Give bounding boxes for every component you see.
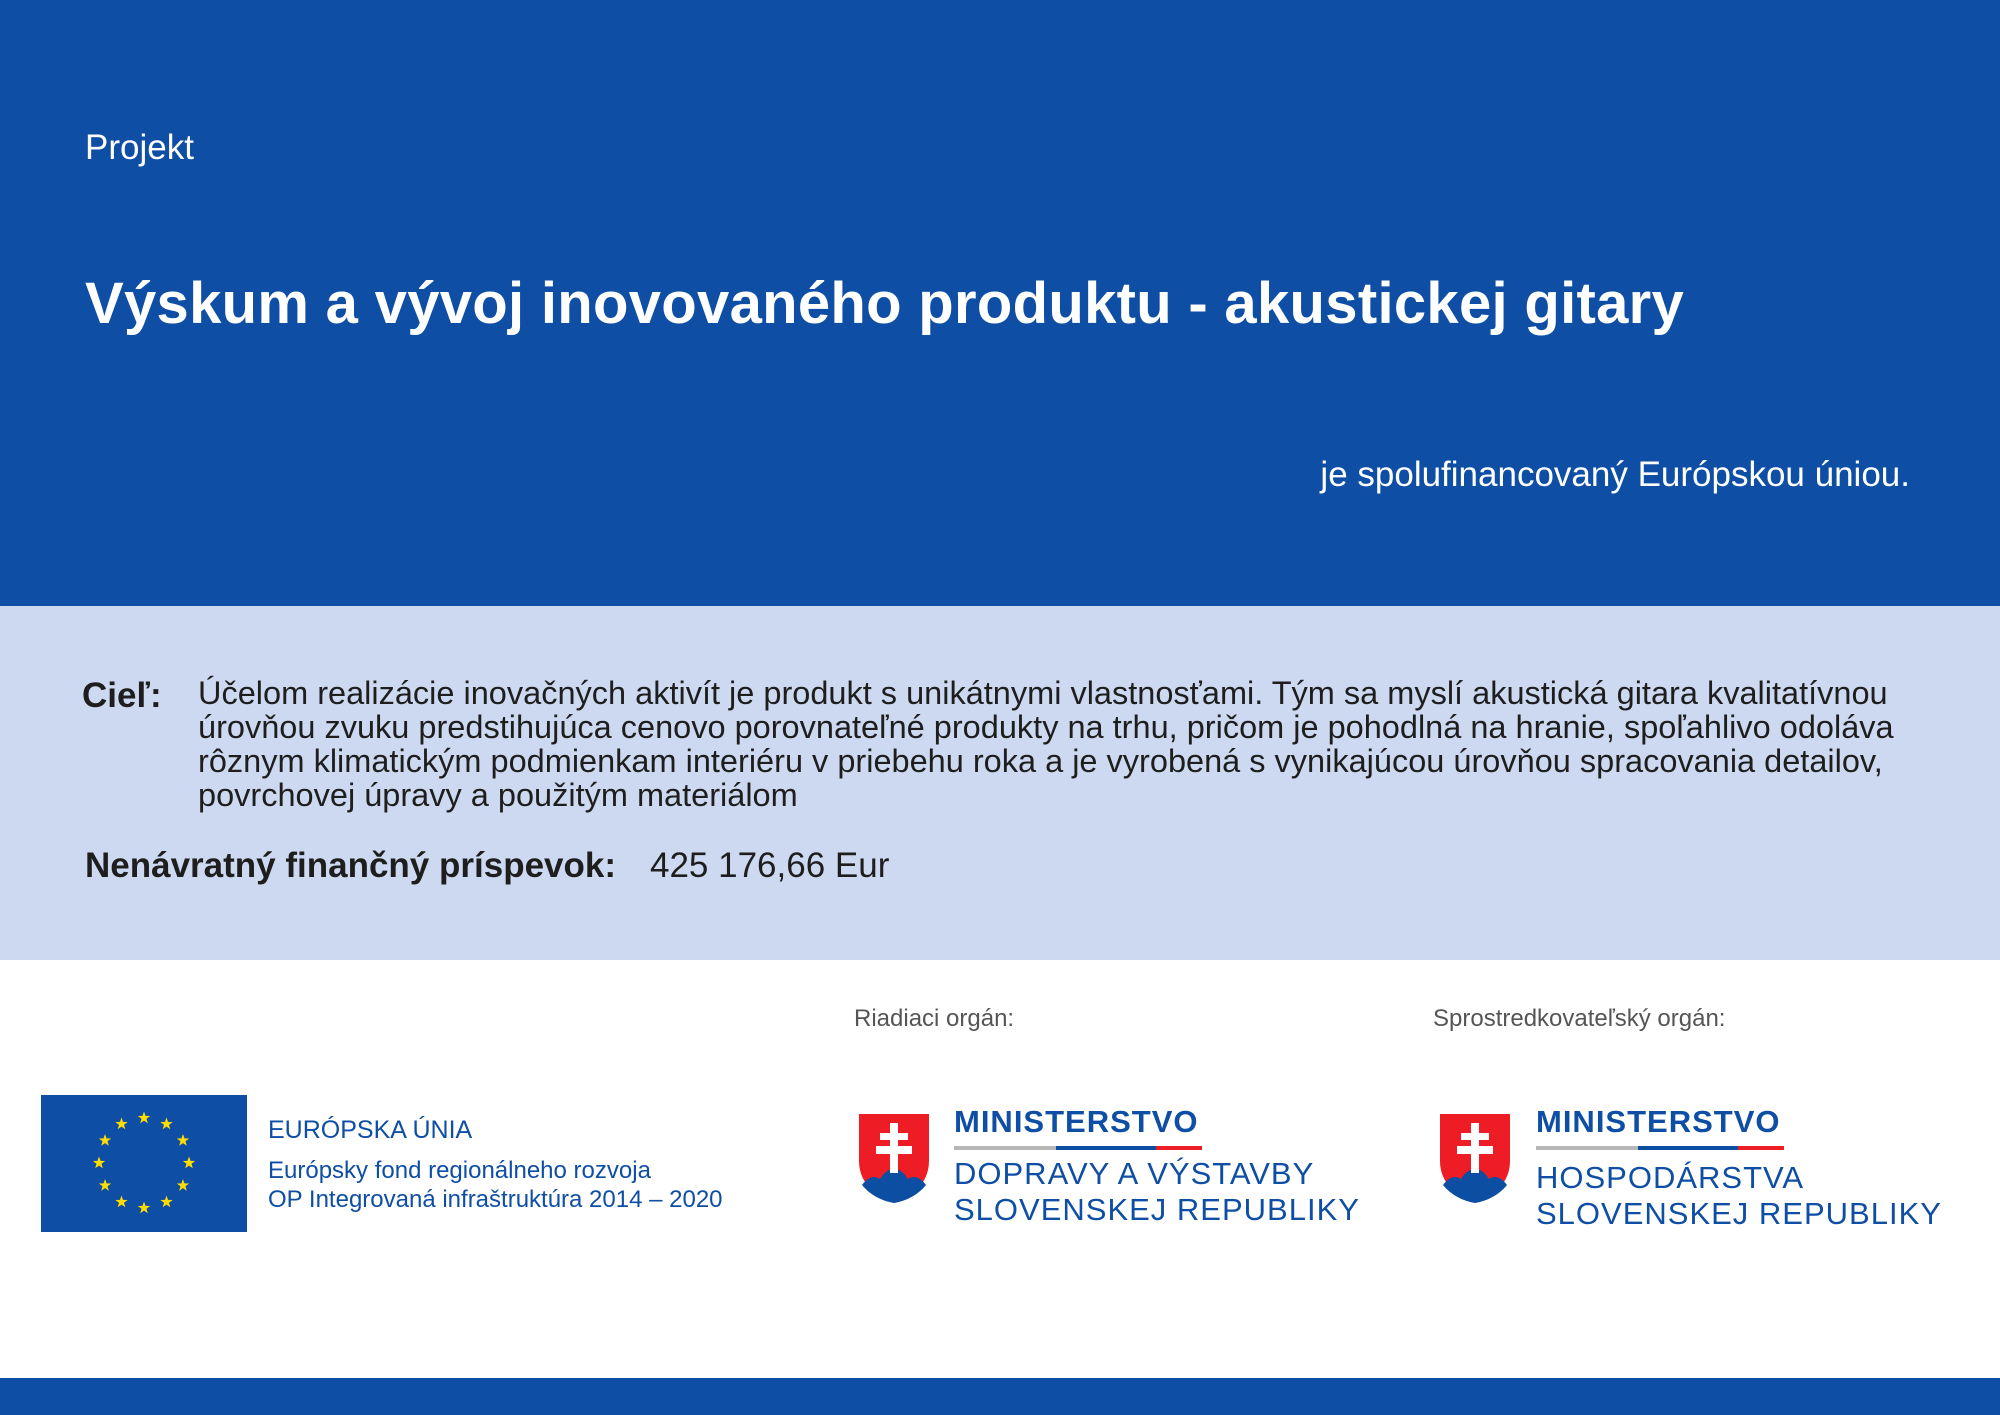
managing-ministry-line1: DOPRAVY A VÝSTAVBY (954, 1156, 1315, 1191)
grant-value: 425 176,66 Eur (650, 846, 890, 885)
managing-ministry-word: MINISTERSTVO (954, 1104, 1199, 1139)
goal-text: Účelom realizácie inovačných aktivít je produkt s unikátnymi vlastnosťami. Tým sa myslí akustická gitara kvalitatívnou úrovňou zvuku predstihujúca cenovo porovnateľné produkty na trhu, pričom je pohodlná na hranie, spoľahlivo odoláva rôznym klimatickým podmienkam interiéru v priebehu roka a je vyrobená s vynikajúcou úrovňou spracovania detailov, povrchovej úpravy a použitým materiálom (198, 675, 1894, 813)
project-kicker: Projekt (85, 128, 194, 167)
managing-authority-label: Riadiaci orgán: (854, 1005, 1015, 1032)
grant-label: Nenávratný finančný príspevok: (85, 846, 616, 885)
project-details (0, 606, 2000, 960)
eu-title: EURÓPSKA ÚNIA (268, 1116, 473, 1144)
coat-of-arms-svg (1435, 1109, 1515, 1209)
intermediate-rule-grey (1536, 1146, 1638, 1150)
intermediate-ministry-line1: HOSPODÁRSTVA (1536, 1160, 1805, 1195)
eu-fund: Európsky fond regionálneho rozvoja (268, 1157, 651, 1184)
intermediate-ministry-line2: SLOVENSKEJ REPUBLIKY (1536, 1196, 1942, 1231)
footer-bar (0, 1378, 2000, 1415)
project-title: Výskum a vývoj inovovaného produktu - akustickej gitary (85, 271, 1685, 336)
managing-rule-red (1156, 1146, 1202, 1150)
intermediate-ministry-word: MINISTERSTVO (1536, 1104, 1781, 1139)
intermediate-rule-blue (1638, 1146, 1738, 1150)
slovak-coat-of-arms-icon (1435, 1109, 1515, 1209)
intermediate-rule-red (1738, 1146, 1784, 1150)
eu-flag-icon (41, 1095, 247, 1232)
eu-flag-svg (41, 1095, 247, 1232)
goal-label: Cieľ: (82, 676, 162, 715)
cofinancing-statement: je spolufinancovaný Európskou úniou. (1320, 455, 1910, 494)
eu-programme: OP Integrovaná infraštruktúra 2014 – 2020 (268, 1186, 723, 1213)
coat-of-arms-svg (854, 1109, 934, 1209)
intermediate-body-label: Sprostredkovateľský orgán: (1433, 1005, 1726, 1032)
managing-rule-blue (1056, 1146, 1156, 1150)
managing-ministry-line2: SLOVENSKEJ REPUBLIKY (954, 1192, 1360, 1227)
slovak-coat-of-arms-icon (854, 1109, 934, 1209)
managing-rule-grey (954, 1146, 1056, 1150)
project-header (0, 0, 2000, 606)
